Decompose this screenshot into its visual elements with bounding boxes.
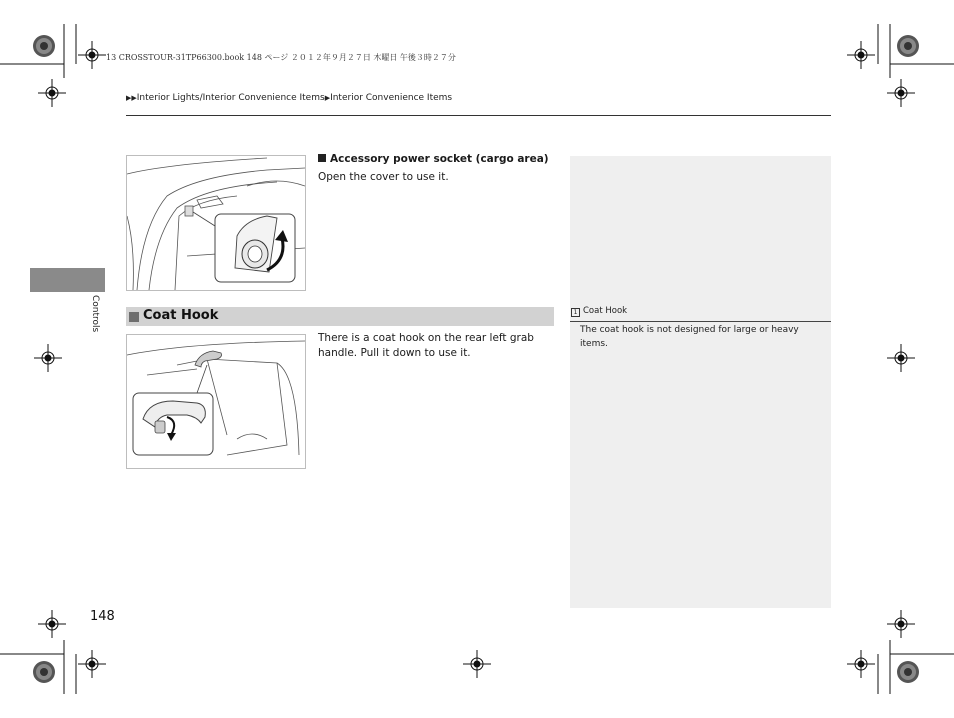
print-header: 13 CROSSTOUR-31TP66300.book 148 ページ ２０１２年９月２７日 木曜日 午後３時２７分: [106, 53, 456, 62]
breadcrumb-sep-icon: ▶: [324, 94, 331, 102]
accessory-socket-figure: [126, 155, 306, 291]
page-number: 148: [90, 609, 115, 624]
coat-hook-body: There is a coat hook on the rear left grab handle. Pull it down to use it.: [318, 332, 534, 359]
breadcrumb: [126, 93, 452, 103]
accessory-heading: Accessory power socket (cargo area): [318, 153, 549, 165]
breadcrumb-part2[interactable]: Interior Convenience Items: [330, 93, 453, 103]
cargo-illustration: [127, 156, 305, 290]
section-square-icon: [129, 312, 139, 322]
coat-hook-section-bar: [126, 307, 554, 326]
power-socket-callout: [215, 214, 295, 282]
breadcrumb-arrow-icon: ▶▶: [126, 94, 137, 102]
coat-hook-title: Coat Hook: [143, 308, 219, 323]
side-note-body: The coat hook is not designed for large or heavy items.: [580, 325, 799, 349]
header-rule: [126, 115, 831, 116]
side-note-rule: [570, 321, 831, 322]
side-note-heading: 1 Coat Hook: [570, 306, 831, 317]
side-tab: [30, 268, 105, 292]
side-note-panel: [570, 156, 831, 608]
coat-hook-figure: [126, 334, 306, 469]
coat-hook-illustration: [127, 335, 305, 468]
side-tab-label: Controls: [90, 295, 100, 333]
bullet-square-icon: [318, 154, 326, 162]
accessory-body: Open the cover to use it.: [318, 171, 449, 183]
note-marker-icon: 1: [571, 308, 580, 317]
coat-hook-callout: [133, 393, 213, 455]
breadcrumb-part1[interactable]: Interior Lights/Interior Convenience Items: [136, 93, 325, 103]
